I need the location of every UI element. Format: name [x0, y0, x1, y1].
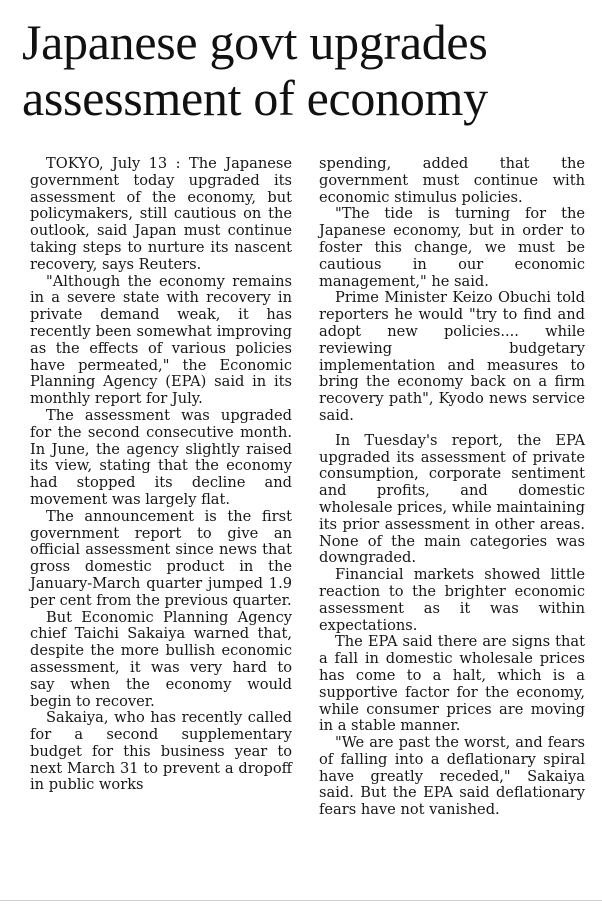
paragraph: Financial markets showed little reaction to the brighter economic assessment as it was within expectations.	[319, 566, 585, 634]
column-divider	[306, 156, 307, 891]
paragraph: "We are past the worst, and fears of falling into a deflationary spiral have greatly receded," Sakaiya said. But the EPA said deflationary fears have not vanished.	[319, 734, 585, 819]
paragraph: The announcement is the first government report to give an official assessment since news that gross domestic product in the January-March quarter jumped 1.9 per cent from the previous quarter.	[30, 507, 292, 609]
bottom-rule	[0, 900, 602, 901]
left-column	[30, 156, 292, 794]
paragraph: TOKYO, July 13 : The Japanese government today upgraded its assessment of the economy, but policymakers, still cautious on the outlook, said Japan must continue taking steps to nurture its nascent recovery, says Reuters.	[30, 155, 292, 273]
paragraph: Prime Minister Keizo Obuchi told reporters he would "try to find and adopt new policies.... while reviewing budgetary implementation and measures to bring the economy back on a firm recovery path", Kyodo news service said.	[319, 289, 585, 424]
paragraph: "Although the economy remains in a severe state with recovery in private demand weak, it has recently been somewhat improving as the effects of various policies have permeated," the Economic Planning Agency (EPA) said in its monthly report for July.	[30, 272, 292, 408]
headline: Japanese govt upgrades assessment of economy	[22, 14, 488, 126]
paragraph: The EPA said there are signs that a fall in domestic wholesale prices has come to a halt, which is a supportive factor for the economy, while consumer prices are moving in a stable manner.	[319, 633, 585, 735]
paragraph: spending, added that the government must continue with economic stimulus policies.	[319, 155, 585, 206]
paragraph: In Tuesday's report, the EPA upgraded its assessment of private consumption, corporate sentiment and profits, and domestic wholesale prices, while maintaining its prior assessment in other areas. None of the main categories was downgraded.	[319, 431, 585, 567]
paragraph: The assessment was upgraded for the second consecutive month. In June, the agency slightly raised its view, stating that the economy had stopped its decline and movement was largely flat.	[30, 406, 292, 508]
paragraph: But Economic Planning Agency chief Taichi Sakaiya warned that, despite the more bullish economic assessment, it was very hard to say when the economy would begin to recover.	[30, 608, 292, 710]
paragraph: "The tide is turning for the Japanese economy, but in order to foster this change, we must be cautious in our economic management," he said.	[319, 205, 585, 290]
paragraph: Sakaiya, who has recently called for a second supplementary budget for this business year to next March 31 to prevent a dropoff in public works	[30, 709, 292, 794]
right-column	[319, 156, 585, 819]
article-body	[30, 156, 590, 896]
